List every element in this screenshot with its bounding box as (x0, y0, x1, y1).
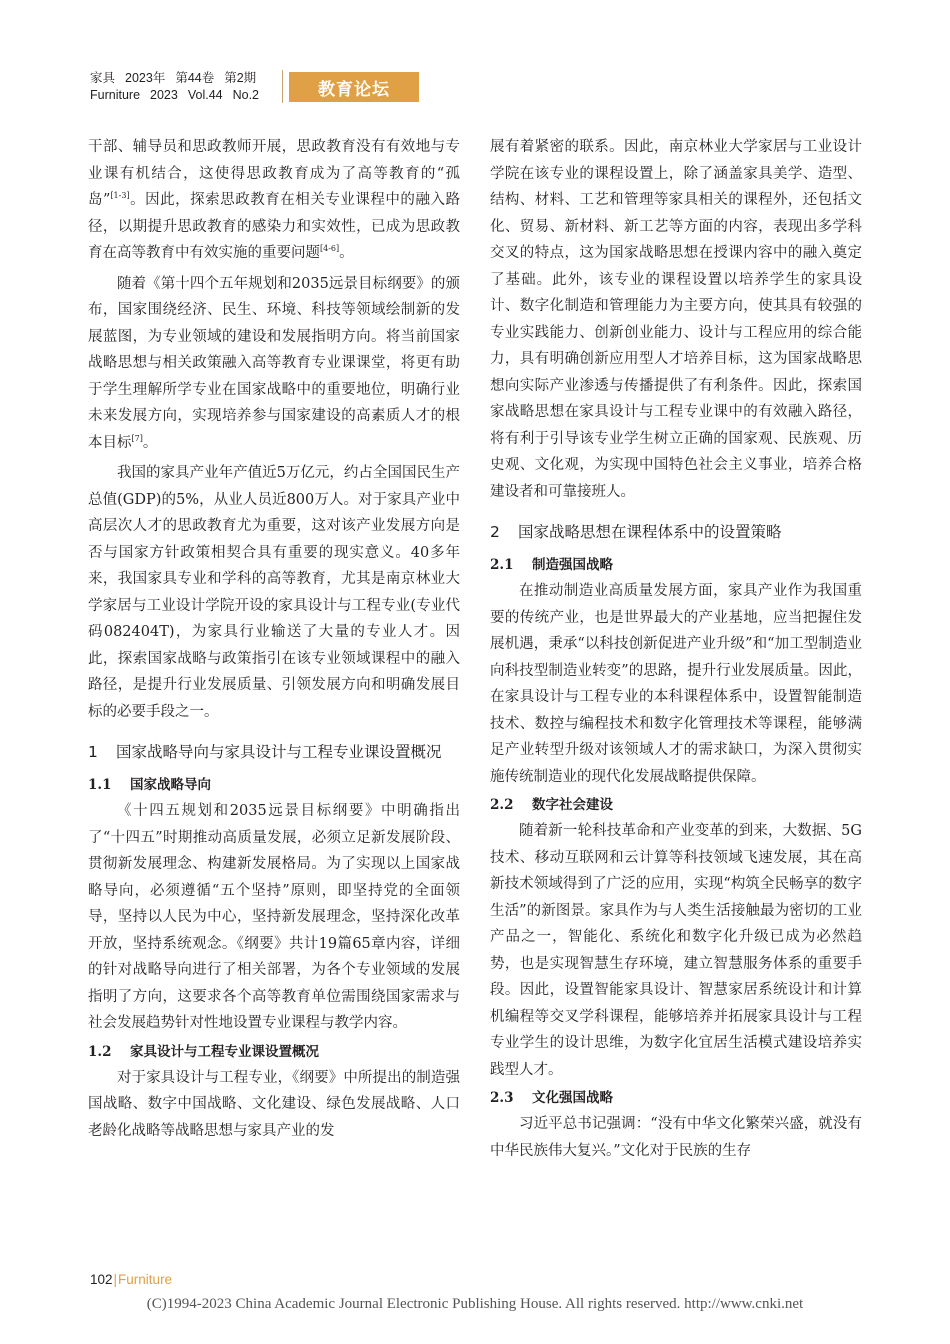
copyright-notice: (C)1994-2023 China Academic Journal Electronic Publishing House. All rights reserved. http://www.cnki.net (146, 1296, 804, 1312)
subsection-heading: 2.2 数字社会建设 (490, 797, 613, 813)
left-column (88, 134, 460, 1144)
journal-name-cn: 家具 (90, 71, 116, 85)
journal-volume-en: Vol.44 (187, 88, 223, 102)
section-tag: 教育论坛 (289, 72, 419, 102)
header-divider (282, 70, 283, 103)
page-footer: 102|Furniture (90, 1272, 173, 1287)
paragraph: 习近平总书记强调：“没有中华文化繁荣兴盛，就没有中华民族伟大复兴。”文化对于民族的生存 (490, 1116, 862, 1159)
journal-volume-cn: 第44卷 (175, 71, 215, 85)
subsection-heading: 2.3 文化强国战略 (490, 1090, 613, 1106)
paragraph: 随着《第十四个五年规划和2035远景目标纲要》的颁布，国家围绕经济、民生、环境、科技等领域绘制新的发展蓝图，为专业领域的建设和发展指明方向。将当前国家战略思想与相关政策融入高等教育专业课课堂，将更有助于学生理解所学专业在国家战略中的重要地位，明确行业未来发展方向，实现培养参与国家建设的高素质人才的根本目标[7]。 (88, 275, 460, 451)
subsection-heading: 1.2 家具设计与工程专业课设置概况 (88, 1043, 319, 1060)
paragraph: 在推动制造业高质量发展方面，家具产业作为我国重要的传统产业，也是世界最大的产业基地，应当把握住发展机遇，秉承“以科技创新促进产业升级”和“加工型制造业向科技型制造业转变”的思路，提升行业发展质量。因此，在家具设计与工程专业的本科课程体系中，设置智能制造技术、数控与编程技术和数字化管理技术等课程，能够满足产业转型升级对该领域人才的需求缺口，为深入贯彻实施传统制造业的现代化发展战略提供保障。 (490, 583, 862, 785)
paragraph: 《十四五规划和2035远景目标纲要》中明确指出了“十四五”时期推动高质量发展，必须立足新发展阶段、贯彻新发展理念、构建新发展格局。为了实现以上国家战略导向，必须遵循“五个坚持”原则，即坚持党的全面领导，坚持以人民为中心，坚持新发展理念，坚持深化改革开放，坚持系统观念。《纲要》共计19篇65章内容，详细的针对战略导向进行了相关部署，为各个专业领域的发展指明了方向，这要求各个高等教育单位需围绕国家需求与社会发展趋势针对性地设置专业课程与教学内容。 (88, 803, 460, 1031)
section-heading: 2 国家战略思想在课程体系中的设置策略 (490, 523, 782, 541)
journal-year-en: 2023 (150, 88, 178, 102)
footer-journal-name: Furniture (118, 1272, 173, 1287)
journal-name-en: Furniture (90, 88, 141, 102)
citation[interactable]: [1-3] (110, 191, 130, 201)
subsection-heading: 1.1 国家战略导向 (88, 777, 211, 793)
paragraph: 对于家具设计与工程专业，《纲要》中所提出的制造强国战略、数字中国战略、文化建设、绿色发展战略、人口老龄化战略等战略思想与家具产业的发 (88, 1069, 460, 1139)
paragraph: 随着新一轮科技革命和产业变革的到来，大数据、5G技术、移动互联网和云计算等科技领域飞速发展，其在高新技术领域得到了广泛的应用，实现“构筑全民畅享的数字生活”的新图景。家具作为与人类生活接触最为密切的工业产品之一，智能化、系统化和数字化升级已成为必然趋势，也是实现智慧生存环境，建立智慧服务体系的重要手段。因此，设置智能家具设计、智慧家居系统设计和计算机编程等交叉学科课程，能够培养并拓展家具设计与工程专业学生的设计思维，为数字化宜居生活模式建设培养实践型人才。 (490, 823, 862, 1078)
citation[interactable]: [7] (131, 433, 143, 443)
citation[interactable]: [4-6] (320, 244, 340, 254)
page-number: 102 (90, 1272, 113, 1287)
paragraph: 我国的家具产业年产值近5万亿元，约占全国国民生产总值(GDP)的5%，从业人员近800万人。对于家具产业中高层次人才的思政教育尤为重要，这对该产业发展方向是否与国家方针政策相契合具有重要的现实意义。40多年来，我国家具专业和学科的高等教育，尤其是南京林业大学家居与工业设计学院开设的家具设计与工程专业(专业代码082404T)，为家具行业输送了大量的专业人才。因此，探索国家战略与政策指引在该专业领域课程中的融入路径，是提升行业发展质量、引领发展方向和明确发展目标的必要手段之一。 (88, 465, 460, 720)
right-column (490, 134, 862, 1164)
paragraph: 展有着紧密的联系。因此，南京林业大学家居与工业设计学院在该专业的课程设置上，除了涵盖家具美学、造型、结构、材料、工艺和管理等家具相关的课程外，还包括文化、贸易、新材料、新工艺等方面的内容，表现出多学科交叉的特点，这为国家战略思想在授课内容中的融入奠定了基础。此外，该专业的课程设置以培养学生的家具设计、数字化制造和管理能力为主要方向，使其具有较强的专业实践能力、创新创业能力、设计与工程应用的综合能力，具有明确创新应用型人才培养目标，这为国家战略思想向实际产业渗透与传播提供了有利条件。因此，探索国家战略思想在家具设计与工程专业课中的有效融入路径，将有利于引导该专业学生树立正确的国家观、民族观、历史观、文化观，为实现中国特色社会主义事业，培养合格建设者和可靠接班人。 (490, 139, 862, 500)
journal-issue-cn: 第2期 (224, 71, 257, 85)
journal-year-cn: 2023年 (125, 71, 166, 85)
journal-issue-en: No.2 (232, 88, 260, 102)
subsection-heading: 2.1 制造强国战略 (490, 557, 613, 573)
paragraph: 干部、辅导员和思政教师开展，思政教育没有有效地与专业课有机结合，这使得思政教育成为了高等教育的“孤岛”[1-3]。因此，探索思政教育在相关专业课程中的融入路径，以期提升思政教育的感染力和实效性，已成为思政教育在高等教育中有效实施的重要问题[4-6]。 (88, 139, 460, 261)
section-heading: 1 国家战略导向与家具设计与工程专业课设置概况 (88, 743, 442, 761)
